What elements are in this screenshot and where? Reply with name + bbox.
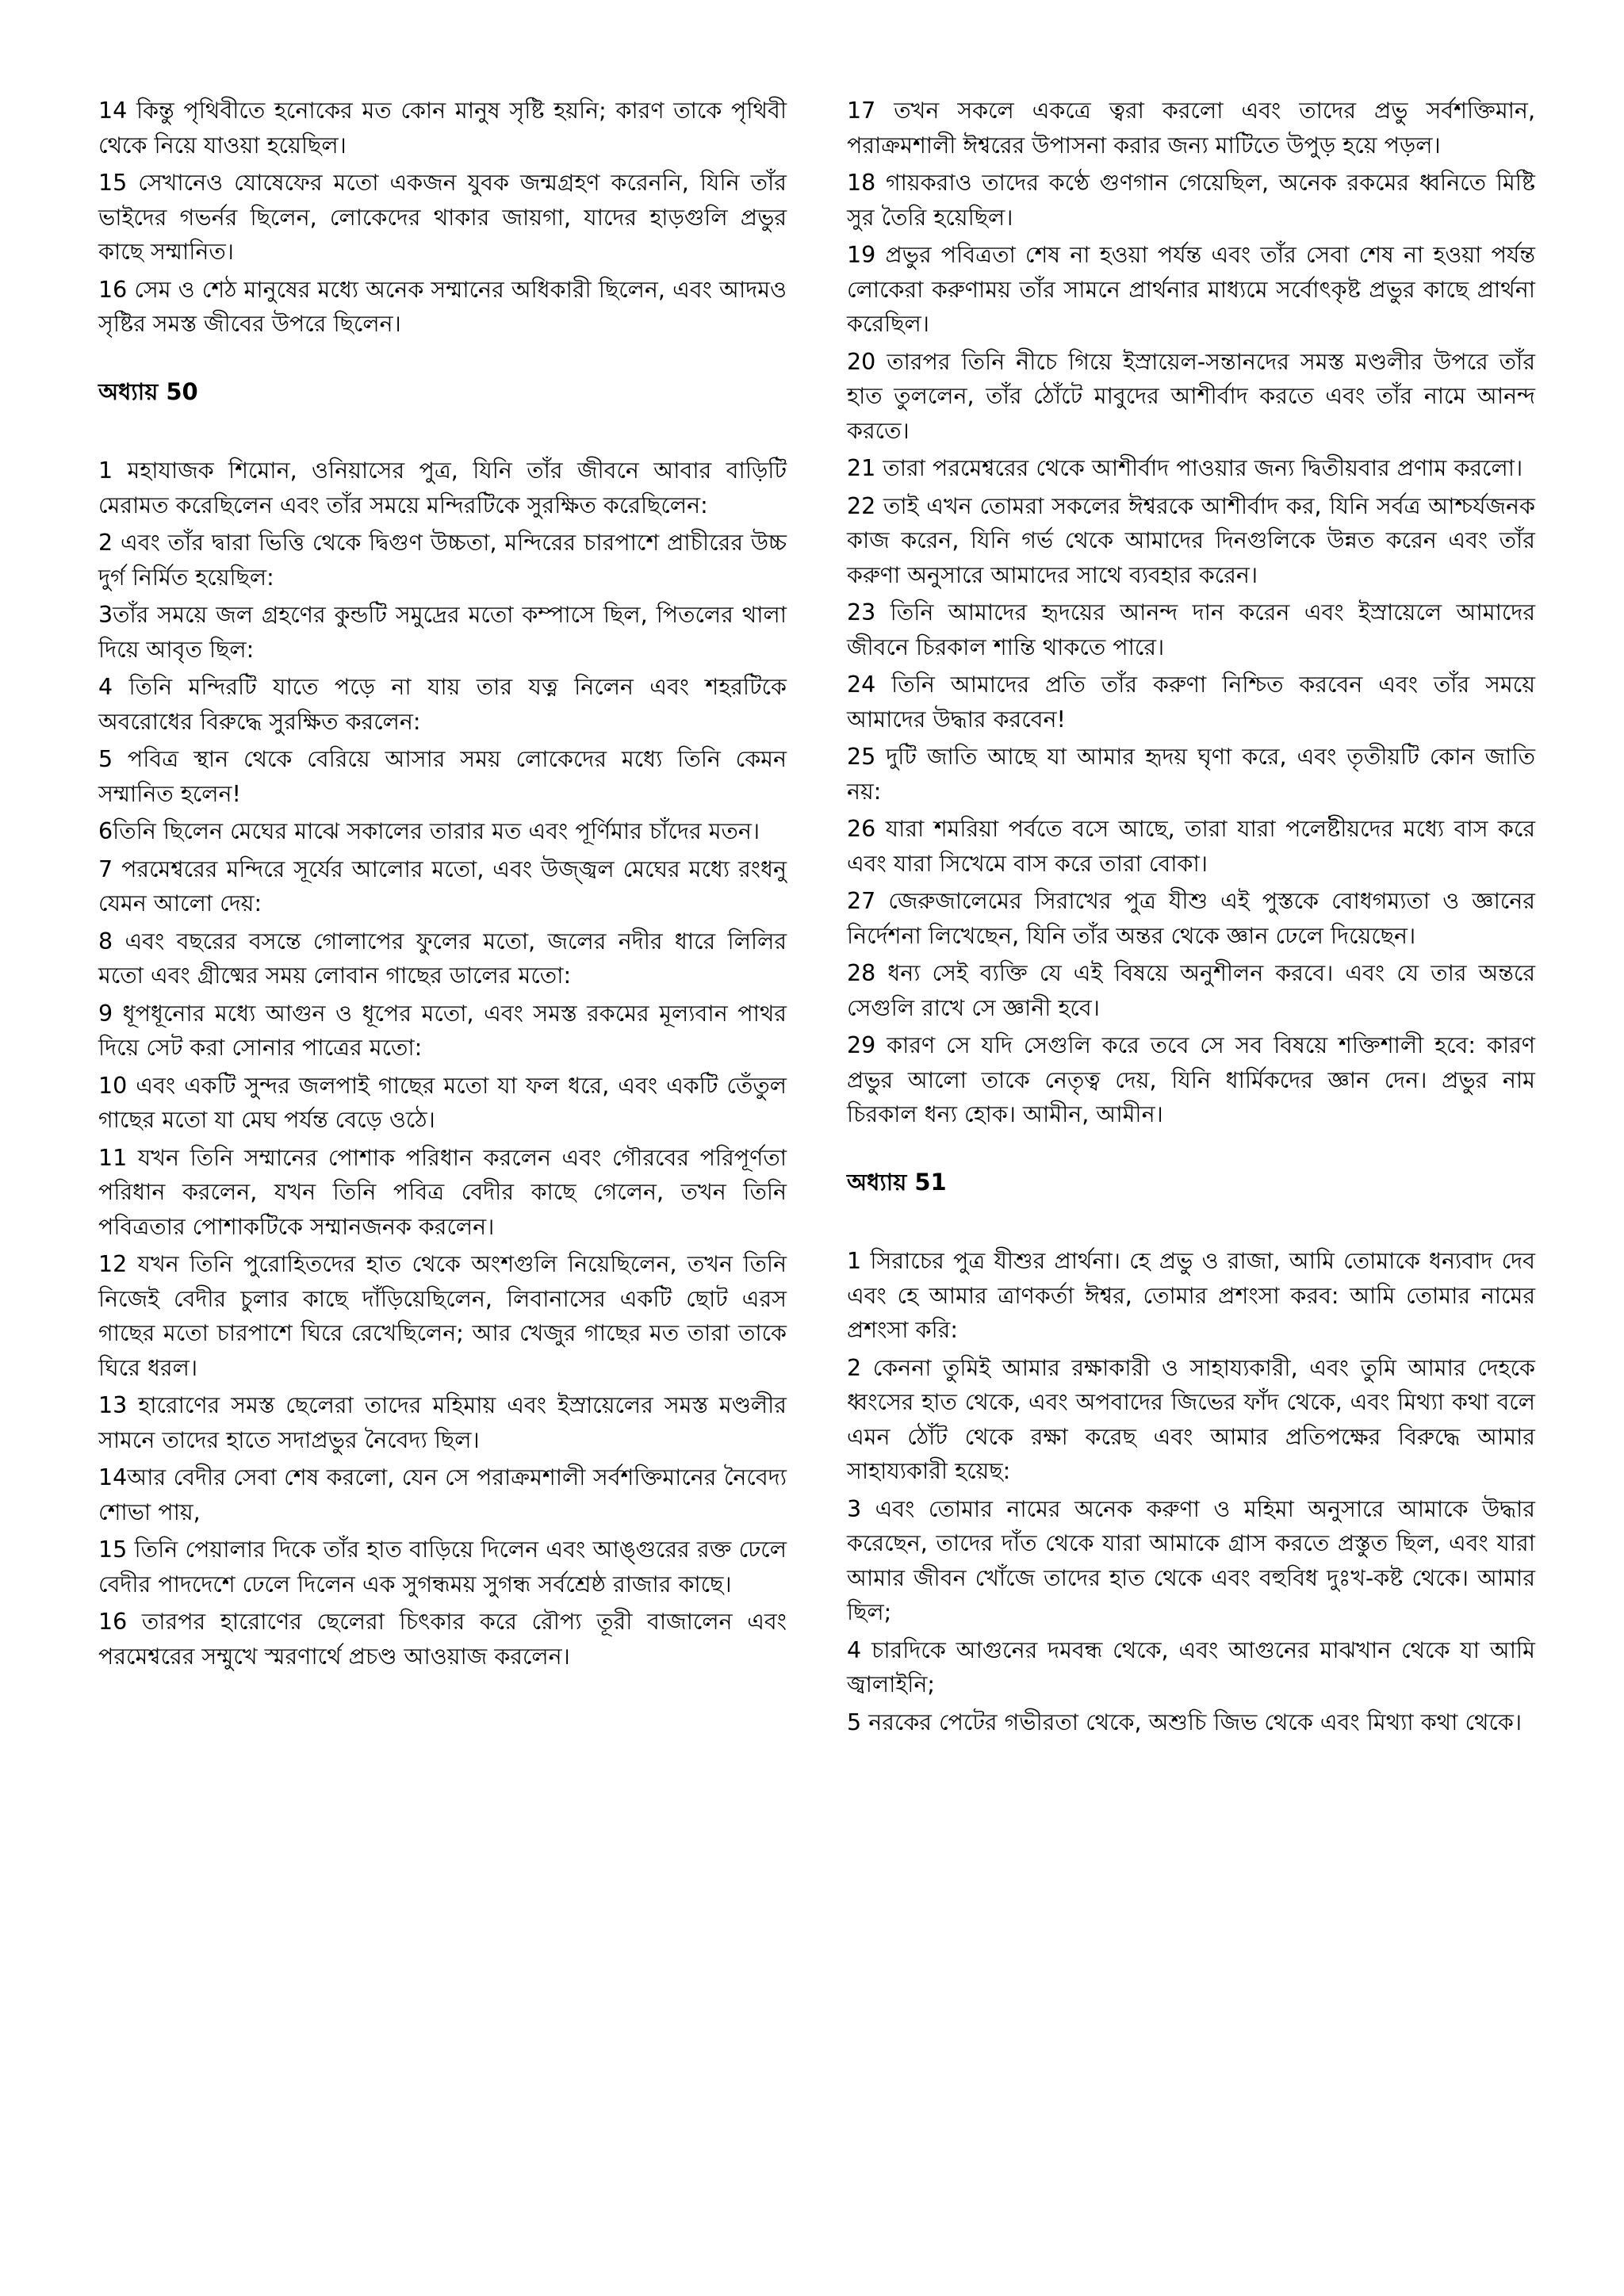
verse-50-6: 6তিনি ছিলেন মেঘের মাঝে সকালের তারার মত এবং পূর্ণিমার চাঁদের মতন। bbox=[98, 818, 760, 844]
verse-50-9: 9 ধূপধূনোর মধ্যে আগুন ও ধূপের মতো, এবং সমস্ত রকমের মূল্যবান পাথর দিয়ে সেট করা সোনার পাত্রের মতো: bbox=[98, 1000, 787, 1061]
verse-49-14: 14 কিন্তু পৃথিবীতে হনোকের মত কোন মানুষ সৃষ্টি হয়নি; কারণ তাকে পৃথিবী থেকে নিয়ে যাওয়া হয়েছিল। bbox=[98, 98, 787, 159]
verse-50-5: 5 পবিত্র স্থান থেকে বেরিয়ে আসার সময় লোকেদের মধ্যে তিনি কেমন সম্মানিত হলেন! bbox=[98, 746, 787, 807]
verse-50-29: 29 কারণ সে যদি সেগুলি করে তবে সে সব বিষয়ে শক্তিশালী হবে: কারণ প্রভুর আলো তাকে নেতৃত্ব দেয়, যিনি ধার্মিকদের জ্ঞান দেন। প্রভুর নাম চিরকাল ধন্য হোক। আমীন, আমীন। bbox=[847, 1032, 1535, 1127]
verse-50-15: 15 তিনি পেয়ালার দিকে তাঁর হাত বাড়িয়ে দিলেন এবং আঙ্গুরের রক্ত ঢেলে বেদীর পাদদেশে ঢেলে দিলেন এক সুগন্ধময় সুগন্ধ সর্বশ্রেষ্ঠ রাজার কাছে। bbox=[98, 1536, 787, 1598]
verse-51-3: 3 এবং তোমার নামের অনেক করুণা ও মহিমা অনুসারে আমাকে উদ্ধার করেছেন, তাদের দাঁত থেকে যারা আমাকে গ্রাস করতে প্রস্তুত ছিল, এবং যারা আমার জীবন খোঁজে তাদের হাত থেকে এবং বহুবিধ দুঃখ-কষ্ট থেকে। আমার ছিল; bbox=[847, 1495, 1535, 1625]
verse-50-12: 12 যখন তিনি পুরোহিতদের হাত থেকে অংশগুলি নিয়েছিলেন, তখন তিনি নিজেই বেদীর চুলার কাছে দাঁড়িয়েছিলেন, লিবানাসের একটি ছোট এরস গাছের মতো চারপাশে ঘিরে রেখেছিলেন; আর খেজুর গাছের মত তারা তাকে ঘিরে ধরল। bbox=[98, 1251, 787, 1381]
verse-50-18: 18 গায়করাও তাদের কণ্ঠে গুণগান গেয়েছিল, অনেক রকমের ধ্বনিতে মিষ্টি সুর তৈরি হয়েছিল। bbox=[847, 170, 1535, 231]
verse-50-14: 14আর বেদীর সেবা শেষ করলো, যেন সে পরাক্রমশালী সর্বশক্তিমানের নৈবেদ্য শোভা পায়, bbox=[98, 1464, 787, 1525]
verse-50-1: 1 মহাযাজক শিমোন, ওনিয়াসের পুত্র, যিনি তাঁর জীবনে আবার বাড়িটি মেরামত করেছিলেন এবং তাঁর সময়ে মন্দিরটিকে সুরক্ষিত করেছিলেন: bbox=[98, 457, 787, 519]
verse-50-2: 2 এবং তাঁর দ্বারা ভিত্তি থেকে দ্বিগুণ উচ্চতা, মন্দিরের চারপাশে প্রাচীরের উচ্চ দুর্গ নির্মিত হয়েছিল: bbox=[98, 530, 787, 591]
verse-50-3: 3তাঁর সময়ে জল গ্রহণের কুন্ডটি সমুদ্রের মতো কম্পাসে ছিল, পিতলের থালা দিয়ে আবৃত ছিল: bbox=[98, 602, 787, 663]
verse-50-22: 22 তাই এখন তোমরা সকলের ঈশ্বরকে আশীর্বাদ কর, যিনি সর্বত্র আশ্চর্যজনক কাজ করেন, যিনি গর্ভ থেকে আমাদের দিনগুলিকে উন্নত করেন এবং তাঁর করুণা অনুসারে আমাদের সাথে ব্যবহার করেন। bbox=[847, 492, 1535, 588]
verse-50-16: 16 তারপর হারোণের ছেলেরা চিৎকার করে রৌপ্য তূরী বাজালেন এবং পরমেশ্বরের সম্মুখে স্মরণার্থে প্রচণ্ড আওয়াজ করলেন। bbox=[98, 1609, 787, 1670]
verse-50-20: 20 তারপর তিনি নীচে গিয়ে ইস্রায়েল-সন্তানদের সমস্ত মণ্ডলীর উপরে তাঁর হাত তুললেন, তাঁর ঠোঁটে মাবুদের আশীর্বাদ করতে এবং তাঁর নামে আনন্দ করতে। bbox=[847, 348, 1535, 444]
verse-50-4: 4 তিনি মন্দিরটি যাতে পড়ে না যায় তার যত্ন নিলেন এবং শহরটিকে অবরোধের বিরুদ্ধে সুরক্ষিত করলেন: bbox=[98, 674, 787, 735]
verse-50-10: 10 এবং একটি সুন্দর জলপাই গাছের মতো যা ফল ধরে, এবং একটি তেঁতুল গাছের মতো যা মেঘ পর্যন্ত বেড়ে ওঠে। bbox=[98, 1072, 787, 1133]
verse-50-27: 27 জেরুজালেমের সিরাখের পুত্র যীশু এই পুস্তকে বোধগম্যতা ও জ্ঞানের নির্দেশনা লিখেছেন, যিনি তাঁর অন্তর থেকে জ্ঞান ঢেলে দিয়েছেন। bbox=[847, 888, 1535, 949]
verse-51-4: 4 চারদিকে আগুনের দমবন্ধ থেকে, এবং আগুনের মাঝখান থেকে যা আমি জ্বালাইনি; bbox=[847, 1636, 1535, 1697]
chapter-heading-51: অধ্যায় 51 bbox=[847, 1168, 947, 1196]
verse-50-23: 23 তিনি আমাদের হৃদয়ের আনন্দ দান করেন এবং ইস্রায়েলে আমাদের জীবনে চিরকাল শান্তি থাকতে পারে। bbox=[847, 599, 1535, 660]
verse-50-28: 28 ধন্য সেই ব্যক্তি যে এই বিষয়ে অনুশীলন করবে। এবং যে তার অন্তরে সেগুলি রাখে সে জ্ঞানী হবে। bbox=[847, 960, 1535, 1021]
verse-50-24: 24 তিনি আমাদের প্রতি তাঁর করুণা নিশ্চিত করবেন এবং তাঁর সময়ে আমাদের উদ্ধার করবেন! bbox=[847, 672, 1535, 733]
verse-50-21: 21 তারা পরমেশ্বরের থেকে আশীর্বাদ পাওয়ার জন্য দ্বিতীয়বার প্রণাম করলো। bbox=[847, 455, 1523, 481]
right-column bbox=[847, 94, 1535, 1743]
verse-51-1: 1 সিরাচের পুত্র যীশুর প্রার্থনা। হে প্রভু ও রাজা, আমি তোমাকে ধন্যবাদ দেব এবং হে আমার ত্রাণকর্তা ঈশ্বর, তোমার প্রশংসা করব: আমি তোমার নামের প্রশংসা করি: bbox=[847, 1248, 1535, 1343]
chapter-heading-50: অধ্যায় 50 bbox=[98, 377, 198, 405]
verse-49-15: 15 সেখানেও যোষেফের মতো একজন যুবক জন্মগ্রহণ করেননি, যিনি তাঁর ভাইদের গভর্নর ছিলেন, লোকেদের থাকার জায়গা, যাদের হাড়গুলি প্রভুর কাছে সম্মানিত। bbox=[98, 170, 787, 265]
verse-50-8: 8 এবং বছরের বসন্তে গোলাপের ফুলের মতো, জলের নদীর ধারে লিলির মতো এবং গ্রীষ্মের সময় লোবান গাছের ডালের মতো: bbox=[98, 928, 787, 989]
verse-51-5: 5 নরকের পেটের গভীরতা থেকে, অশুচি জিভ থেকে এবং মিথ্যা কথা থেকে। bbox=[847, 1709, 1522, 1735]
verse-50-19: 19 প্রভুর পবিত্রতা শেষ না হওয়া পর্যন্ত এবং তাঁর সেবা শেষ না হওয়া পর্যন্ত লোকেরা করুণাময় তাঁর সামনে প্রার্থনার মাধ্যমে সর্বোৎকৃষ্ট প্রভুর কাছে প্রার্থনা করেছিল। bbox=[847, 242, 1535, 337]
verse-50-11: 11 যখন তিনি সম্মানের পোশাক পরিধান করলেন এবং গৌরবের পরিপূর্ণতা পরিধান করলেন, যখন তিনি পবিত্র বেদীর কাছে গেলেন, তখন তিনি পবিত্রতার পোশাকটিকে সম্মানজনক করলেন। bbox=[98, 1144, 787, 1240]
verse-50-13: 13 হারোণের সমস্ত ছেলেরা তাদের মহিমায় এবং ইস্রায়েলের সমস্ত মণ্ডলীর সামনে তাদের হাতে সদাপ্রভুর নৈবেদ্য ছিল। bbox=[98, 1392, 787, 1453]
verse-50-26: 26 যারা শমরিয়া পর্বতে বসে আছে, তারা যারা পলেষ্টীয়দের মধ্যে বাস করে এবং যারা সিখেমে বাস করে তারা বোকা। bbox=[847, 816, 1535, 877]
left-column bbox=[98, 94, 787, 1677]
verse-49-16: 16 সেম ও শেঠ মানুষের মধ্যে অনেক সম্মানের অধিকারী ছিলেন, এবং আদমও সৃষ্টির সমস্ত জীবের উপরে ছিলেন। bbox=[98, 276, 787, 337]
verse-50-7: 7 পরমেশ্বরের মন্দিরে সূর্যের আলোর মতো, এবং উজ্জ্বল মেঘের মধ্যে রংধনু যেমন আলো দেয়: bbox=[98, 855, 787, 916]
verse-50-17: 17 তখন সকলে একত্রে ত্বরা করলো এবং তাদের প্রভু সর্বশক্তিমান, পরাক্রমশালী ঈশ্বরের উপাসনা করার জন্য মাটিতে উপুড় হয়ে পড়ল। bbox=[847, 98, 1535, 159]
verse-51-2: 2 কেননা তুমিই আমার রক্ষাকারী ও সাহায্যকারী, এবং তুমি আমার দেহকে ধ্বংসের হাত থেকে, এবং অপবাদের জিভের ফাঁদ থেকে, এবং মিথ্যা কথা বলে এমন ঠোঁট থেকে রক্ষা করেছ এবং আমার প্রতিপক্ষের বিরুদ্ধে আমার সাহায্যকারী হয়েছ: bbox=[847, 1354, 1535, 1484]
verse-50-25: 25 দুটি জাতি আছে যা আমার হৃদয় ঘৃণা করে, এবং তৃতীয়টি কোন জাতি নয়: bbox=[847, 744, 1535, 805]
